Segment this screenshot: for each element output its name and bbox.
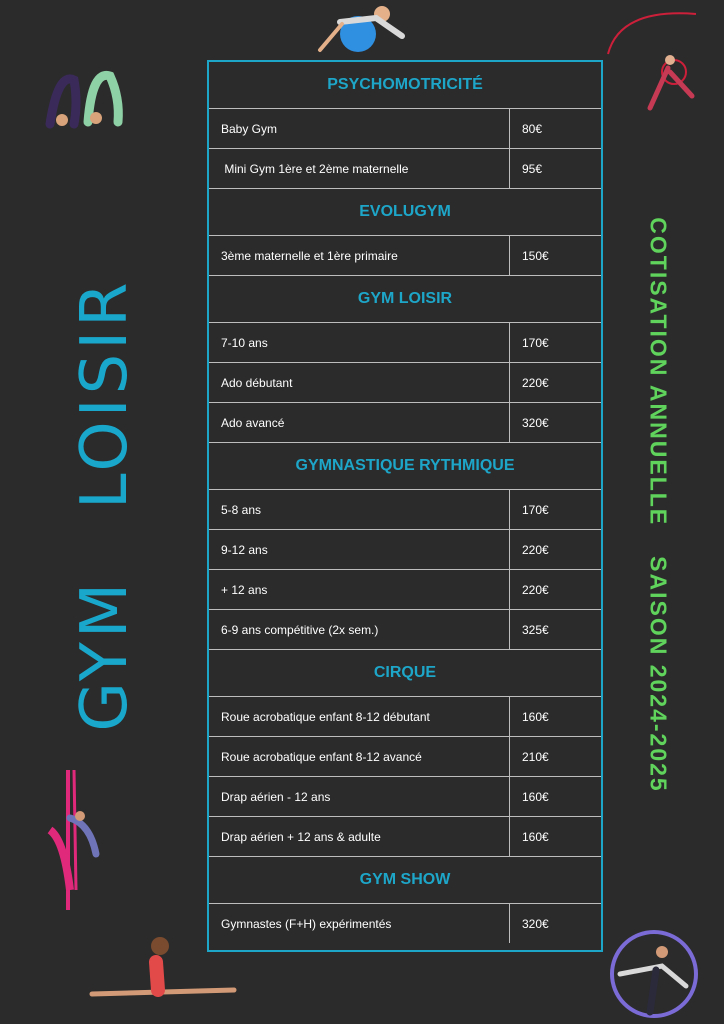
row-price: 220€ (522, 582, 549, 597)
row-price: 325€ (522, 622, 549, 637)
section-header: GYMNASTIQUE RYTHMIQUE (209, 443, 601, 490)
section-header: PSYCHOMOTRICITÉ (209, 62, 601, 109)
row-label: Drap aérien - 12 ans (209, 777, 510, 816)
table-row (209, 570, 601, 610)
section-header: EVOLUGYM (209, 189, 601, 236)
row-label: Roue acrobatique enfant 8-12 débutant (209, 697, 510, 736)
section-header: CIRQUE (209, 650, 601, 697)
row-label: + 12 ans (209, 570, 510, 609)
table-row (209, 363, 601, 403)
row-label: Roue acrobatique enfant 8-12 avancé (209, 737, 510, 776)
row-label: Ado débutant (209, 363, 510, 402)
aerial-silk-photo (40, 770, 104, 912)
row-price: 170€ (522, 502, 549, 517)
row-label: Drap aérien + 12 ans & adulte (209, 817, 510, 856)
row-price: 95€ (522, 161, 543, 176)
table-row (209, 530, 601, 570)
row-price: 160€ (522, 789, 549, 804)
row-price: 320€ (522, 916, 549, 931)
row-price: 220€ (522, 542, 549, 557)
title-loisir: LOISIR (68, 278, 142, 509)
row-label: Gymnastes (F+H) expérimentés (209, 904, 510, 943)
table-row (209, 149, 601, 189)
row-price: 160€ (522, 709, 549, 724)
table-row (209, 697, 601, 737)
row-label: Mini Gym 1ère et 2ème maternelle (209, 149, 510, 188)
section-header: GYM SHOW (209, 857, 601, 904)
row-price: 210€ (522, 749, 549, 764)
row-label: 3ème maternelle et 1ère primaire (209, 236, 510, 275)
table-row (209, 323, 601, 363)
row-price: 160€ (522, 829, 549, 844)
row-label: Baby Gym (209, 109, 510, 148)
gymnast-ball-photo (312, 0, 412, 58)
price-table (207, 60, 603, 952)
table-row (209, 817, 601, 857)
table-row (209, 737, 601, 777)
gymnasts-bridge-photo (44, 62, 128, 132)
table-row (209, 777, 601, 817)
row-label: 5-8 ans (209, 490, 510, 529)
table-row (209, 490, 601, 530)
title-saison: SAISON 2024-2025 (645, 556, 672, 793)
row-price: 220€ (522, 375, 549, 390)
row-label: 7-10 ans (209, 323, 510, 362)
table-row (209, 109, 601, 149)
row-label: Ado avancé (209, 403, 510, 442)
row-label: 6-9 ans compétitive (2x sem.) (209, 610, 510, 649)
section-header: GYM LOISIR (209, 276, 601, 323)
title-gym: GYM (68, 578, 142, 732)
row-price: 150€ (522, 248, 549, 263)
aerial-hoop-photo (606, 926, 702, 1022)
ribbon-gymnast-photo (600, 8, 710, 118)
row-price: 170€ (522, 335, 549, 350)
table-row (209, 403, 601, 443)
table-row (209, 904, 601, 943)
table-row (209, 236, 601, 276)
left-vertical-title (68, 278, 142, 731)
title-cotisation: COTISATION ANNUELLE (645, 217, 672, 527)
row-price: 320€ (522, 415, 549, 430)
row-label: 9-12 ans (209, 530, 510, 569)
table-row (209, 610, 601, 650)
right-vertical-title (645, 217, 672, 792)
row-price: 80€ (522, 121, 543, 136)
